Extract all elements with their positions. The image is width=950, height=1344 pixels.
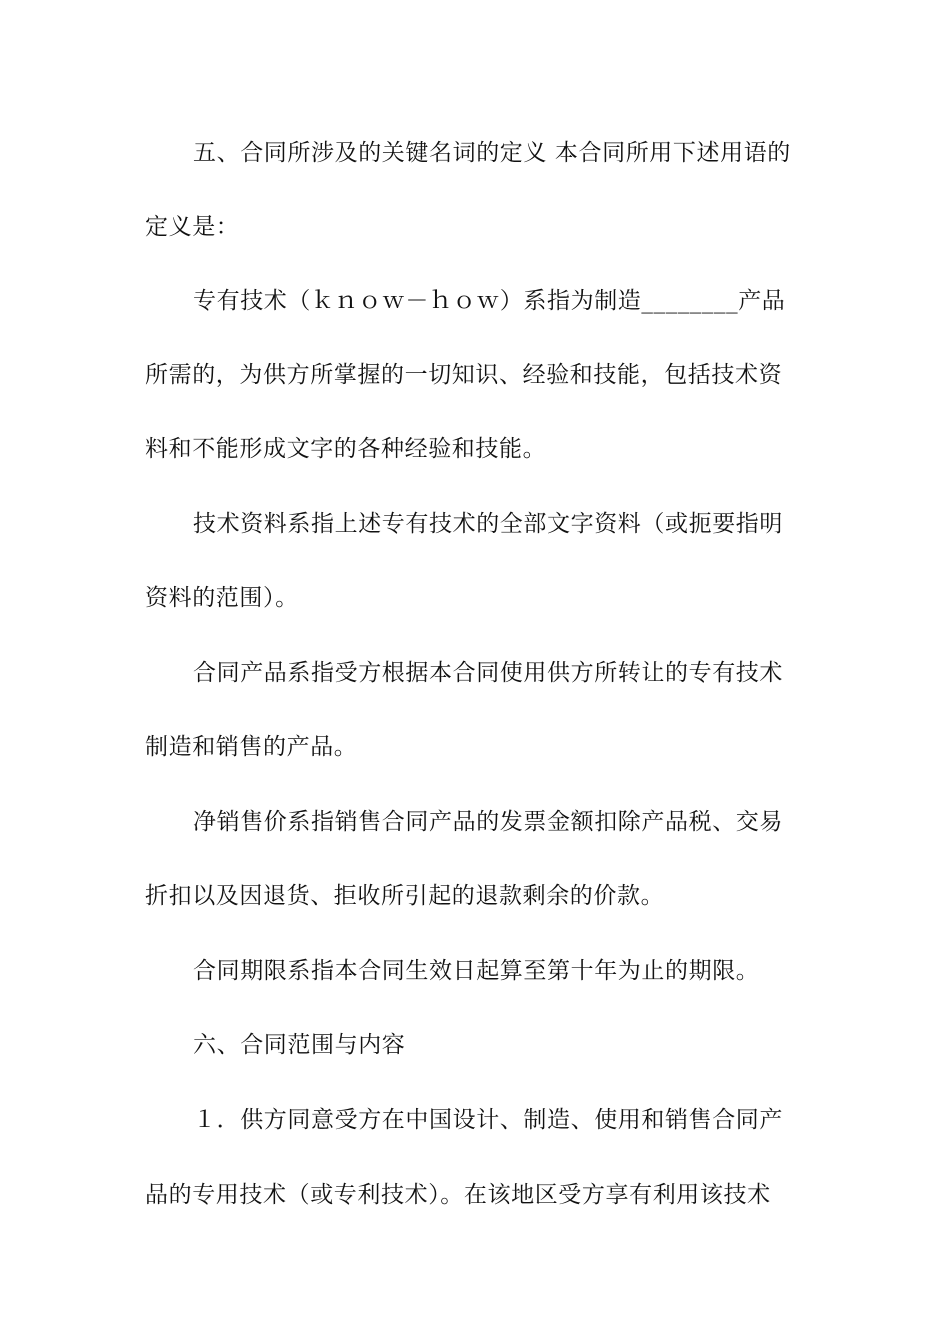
definition-know-how: 专有技术（ｋｎｏｗ－ｈｏｗ）系指为制造________产品 (193, 288, 786, 314)
paragraph-line: 定义是： (145, 214, 240, 240)
definition-technical-data: 技术资料系指上述专有技术的全部文字资料（或扼要指明 (193, 511, 783, 537)
section-five-heading: 五、合同所涉及的关键名词的定义 本合同所用下述用语的 (193, 140, 791, 166)
paragraph-line: 制造和销售的产品。 (145, 734, 358, 760)
paragraph-line: 品的专用技术（或专利技术）。在该地区受方享有利用该技术 (145, 1182, 771, 1208)
clause-one: １．供方同意受方在中国设计、制造、使用和销售合同产 (193, 1107, 783, 1133)
definition-contract-term: 合同期限系指本合同生效日起算至第十年为止的期限。 (193, 958, 760, 984)
paragraph-line: 折扣以及因退货、拒收所引起的退款剩余的价款。 (145, 883, 665, 909)
section-six-heading: 六、合同范围与内容 (193, 1032, 406, 1058)
paragraph-line: 料和不能形成文字的各种经验和技能。 (145, 436, 547, 462)
paragraph-line: 所需的，为供方所掌握的一切知识、经验和技能，包括技术资 (145, 362, 783, 388)
paragraph-line: 资料的范围）。 (145, 585, 299, 611)
definition-net-sales-price: 净销售价系指销售合同产品的发票金额扣除产品税、交易 (193, 809, 783, 835)
definition-contract-product: 合同产品系指受方根据本合同使用供方所转让的专有技术 (193, 660, 783, 686)
